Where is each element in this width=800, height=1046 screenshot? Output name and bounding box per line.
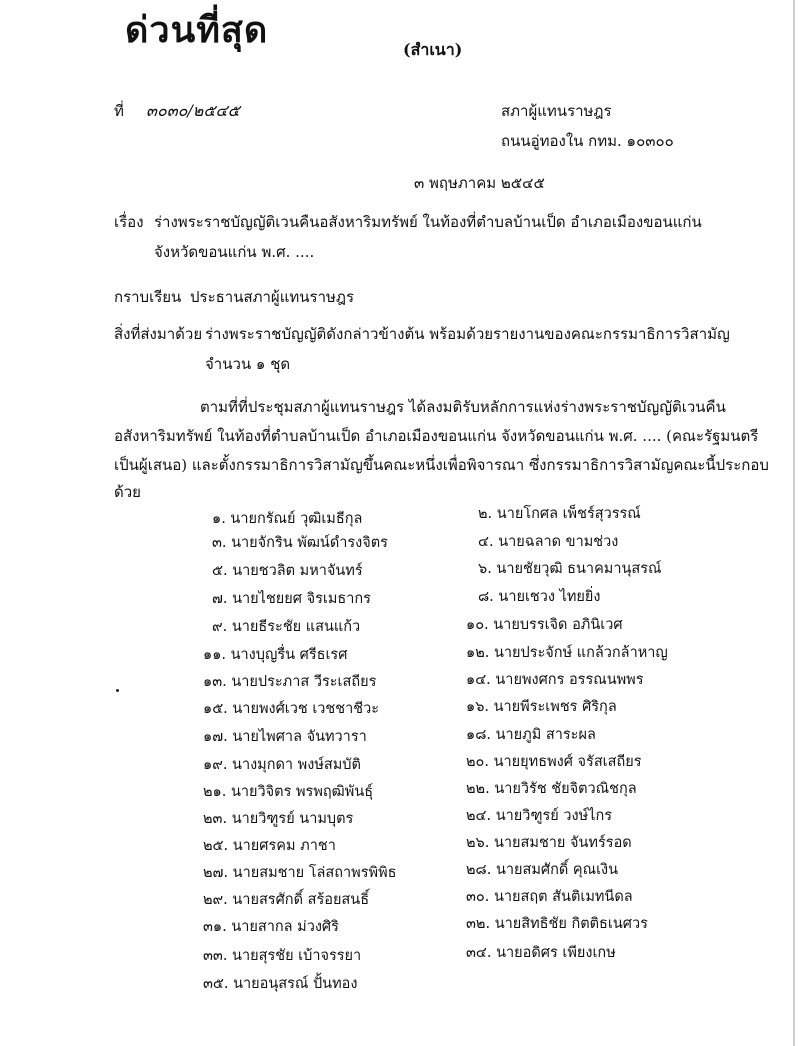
letter-date: ๓ พฤษภาคม ๒๕๔๕ [414, 174, 545, 192]
scan-edge [793, 0, 795, 1046]
member-item: ๒๓. นายวิฑูรย์ นามบุตร [203, 811, 354, 827]
member-item: ๖. นายชัยวุฒิ ธนาคมานุสรณ์ [478, 561, 662, 577]
member-item: ๒๗. นายสมชาย โล่สถาพรพิพิธ [203, 865, 397, 881]
scan-speck [116, 689, 119, 692]
member-item: ๑๔. นายพงศกร อรรณนพพร [466, 672, 644, 688]
member-item: ๙. นายธีระชัย แสนแก้ว [212, 619, 361, 635]
member-item: ๓๓. นายสุรชัย เบ้าจรรยา [203, 948, 362, 964]
member-item: ๑๙. นางมุกดา พงษ์สมบัติ [203, 757, 361, 773]
member-item: ๓. นายจักริน พัฒน์ดำรงจิตร [212, 535, 388, 551]
member-item: ๒๒. นายวิรัช ชัยจิตวณิชกุล [466, 781, 637, 797]
member-item: ๒๕. นายศรคม ภาชา [203, 838, 336, 854]
body-line2: อสังหาริมทรัพย์ ในท้องที่ตำบลบ้านเป็ด อำเภอเมืองขอนแก่น จังหวัดขอนแก่น พ.ศ. .... (คณะรัฐมนตรี [114, 427, 759, 445]
salutation-recipient: ประธานสภาผู้แทนราษฎร [190, 288, 355, 306]
member-item: ๓๔. นายอดิศร เพียงเกษ [466, 945, 616, 961]
body-line4: ด้วย [114, 483, 141, 501]
member-item: ๓๐. นายสฤต สันติเมทนีดล [466, 889, 633, 905]
member-item: ๘. นายเชวง ไทยยิ่ง [478, 589, 601, 605]
member-item: ๑๘. นายภูมิ สาระผล [466, 727, 596, 743]
reference-number: ๓๐๓๐/๒๕๔๕ [146, 101, 240, 120]
member-item: ๑๓. นายประภาส วีระเสถียร [203, 674, 377, 690]
member-item: ๑๖. นายพีระเพชร ศิริกุล [466, 699, 617, 715]
member-item: ๒๖. นายสมชาย จันทร์รอด [466, 835, 632, 851]
subject-line2: จังหวัดขอนแก่น พ.ศ. .... [154, 243, 315, 261]
reference-label: ที่ [114, 102, 124, 120]
enclosure-label: สิ่งที่ส่งมาด้วย [114, 325, 203, 343]
body-line3: เป็นผู้เสนอ) และตั้งกรรมาธิการวิสามัญขึ้นคณะหนึ่งเพื่อพิจารณา ซึ่งกรรมาธิการวิสามัญคณะนี้ประกอบ [114, 456, 769, 474]
member-item: ๒๐. นายยุทธพงศ์ จรัสเสถียร [466, 754, 642, 770]
enclosure-line2: จำนวน ๑ ชุด [205, 355, 291, 373]
member-item: ๑๕. นายพงศ์เวช เวชชาชีวะ [203, 701, 380, 717]
member-item: ๑๗. นายไพศาล จันทวารา [203, 729, 367, 745]
urgent-stamp: ด่วนที่สุด [125, 10, 269, 51]
member-item: ๑. นายกรัณย์ วุฒิเมธีกุล [212, 511, 363, 527]
member-item: ๑๑. นางบุญรื่น ศรีธเรศ [203, 647, 348, 663]
subject-line1: ร่างพระราชบัญญัติเวนคืนอสังหาริมทรัพย์ ในท้องที่ตำบลบ้านเป็ด อำเภอเมืองขอนแก่น [154, 213, 702, 231]
copy-label: (สำเนา) [403, 40, 463, 59]
member-item: ๒๘. นายสมศักดิ์ คุณเงิน [466, 862, 619, 878]
subject-label: เรื่อง [114, 213, 144, 231]
member-item: ๒๙. นายสรศักดิ์ สร้อยสนธิ์ [203, 892, 370, 908]
member-item: ๑๐. นายบรรเจิด อภินิเวศ [466, 617, 623, 633]
sender-address-line1: สภาผู้แทนราษฎร [501, 102, 612, 120]
member-item: ๒๔. นายวิฑูรย์ วงษ์ไกร [466, 808, 613, 824]
member-item: ๑๒. นายประจักษ์ แกล้วกล้าหาญ [466, 645, 668, 661]
member-item: ๒๑. นายวิจิตร พรพฤฒิพันธุ์ [203, 784, 374, 800]
member-item: ๔. นายฉลาด ขามช่วง [478, 534, 619, 550]
salutation-label: กราบเรียน [114, 288, 182, 306]
member-item: ๓๑. นายสากล ม่วงศิริ [203, 919, 339, 935]
member-item: ๕. นายชวลิต มหาจันทร์ [212, 563, 363, 579]
member-item: ๗. นายไชยยศ จิรเมธากร [212, 591, 371, 607]
member-item: ๒. นายโกศล เพ็ชร์สุวรรณ์ [478, 506, 641, 522]
body-line1: ตามที่ที่ประชุมสภาผู้แทนราษฎร ได้ลงมติรับหลักการแห่งร่างพระราชบัญญัติเวนคืน [200, 398, 726, 416]
member-item: ๓๕. นายอนุสรณ์ ปั้นทอง [203, 976, 358, 992]
enclosure-line1: ร่างพระราชบัญญัติดังกล่าวข้างต้น พร้อมด้วยรายงานของคณะกรรมาธิการวิสามัญ [205, 325, 730, 343]
sender-address-line2: ถนนอู่ทองใน กทม. ๑๐๓๐๐ [501, 132, 674, 150]
member-item: ๓๒. นายสิทธิชัย กิตติธเนศวร [466, 916, 648, 932]
